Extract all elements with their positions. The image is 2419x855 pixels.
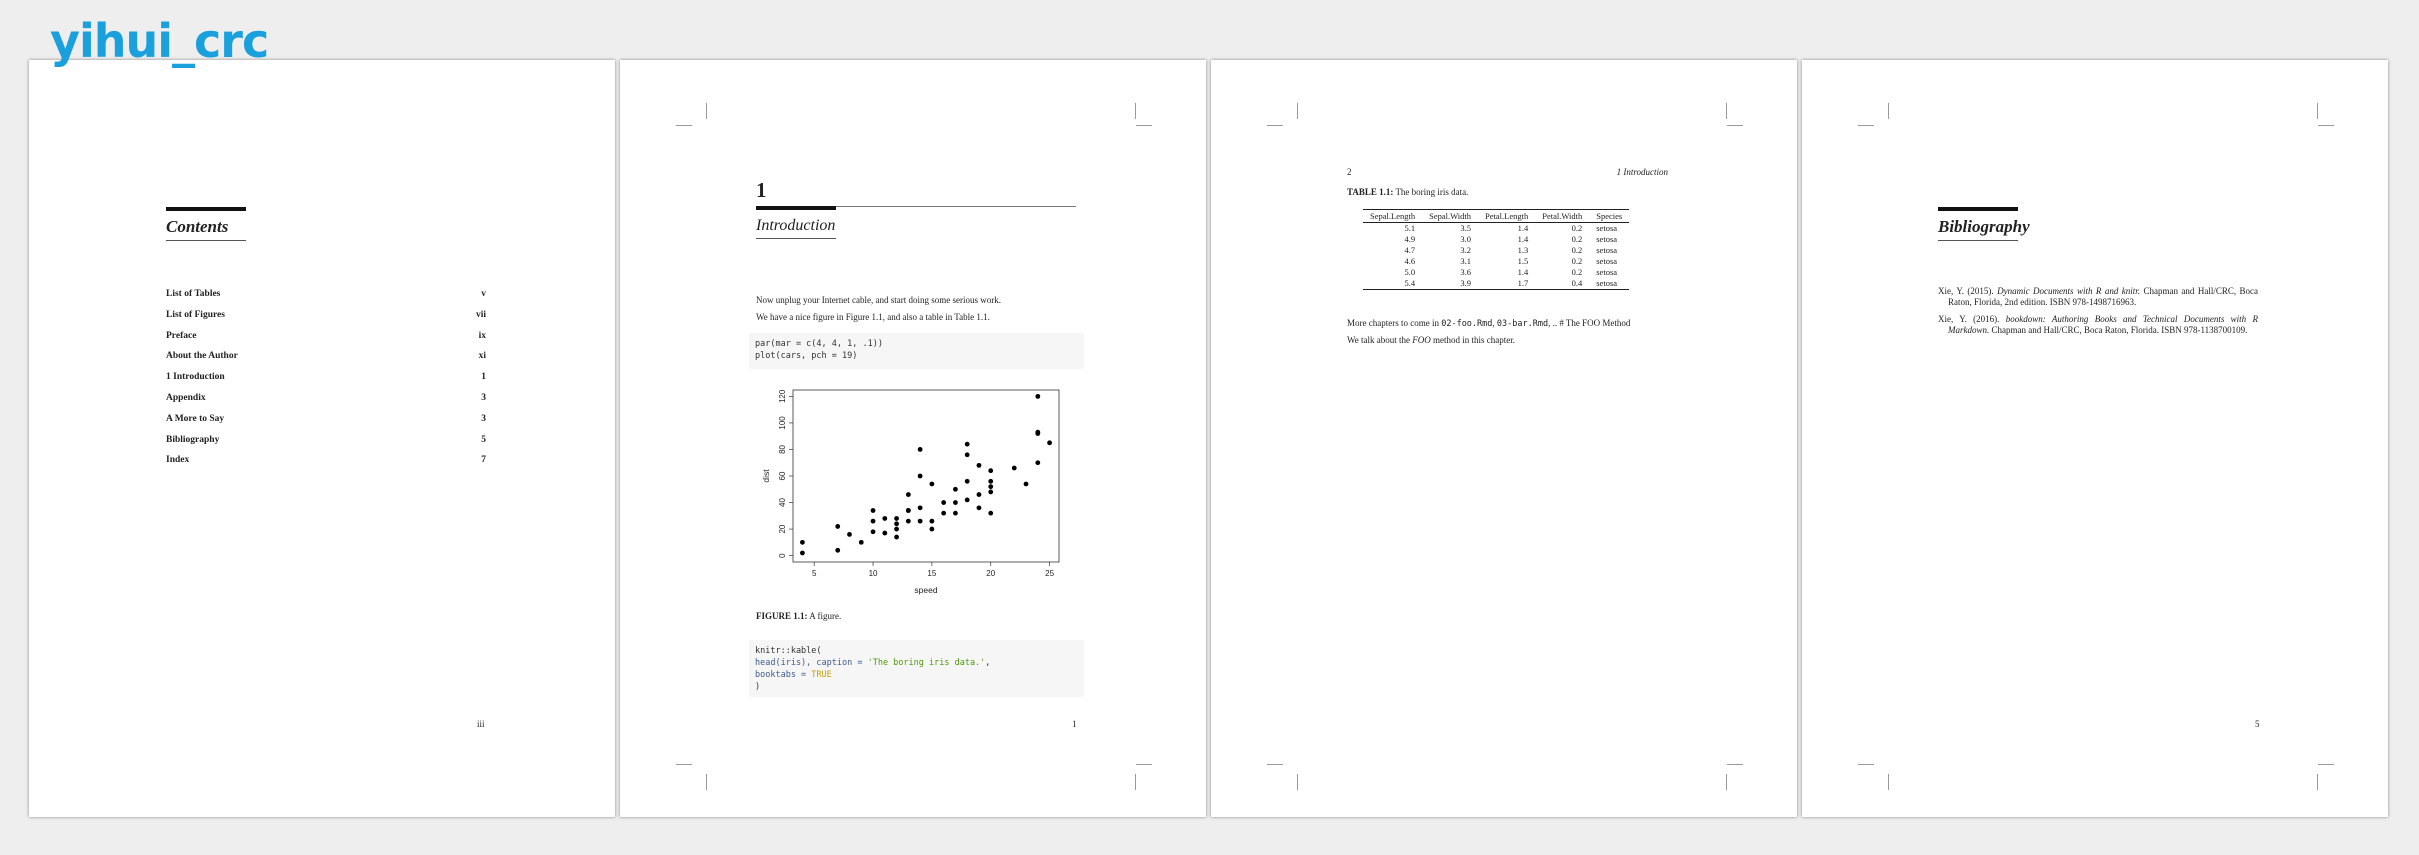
x-tick-label: 10	[868, 569, 878, 578]
y-tick-label: 40	[778, 498, 787, 507]
page-number: 2	[1347, 167, 1352, 177]
toc-entry[interactable]	[166, 289, 486, 299]
toc-entry-label: Bibliography	[166, 434, 220, 445]
table-cell: 0.2	[1571, 256, 1583, 266]
table-cell: 5.0	[1404, 267, 1416, 277]
y-axis-label: dist	[761, 469, 771, 483]
data-point	[918, 505, 923, 510]
toc-entry-page: vii	[475, 309, 486, 320]
plot-frame	[793, 390, 1059, 562]
data-point	[929, 482, 934, 487]
column-header: Species	[1589, 210, 1629, 223]
table-caption-text: The boring iris data.	[1395, 187, 1469, 197]
toc-entry[interactable]	[166, 372, 486, 382]
data-point	[859, 540, 864, 545]
page-contents	[29, 60, 615, 817]
chapter-title: Introduction	[756, 217, 836, 234]
y-tick-label: 0	[778, 553, 787, 558]
table-row	[1363, 278, 1629, 290]
page-number: 1	[1072, 719, 1077, 729]
table-row	[1363, 267, 1629, 278]
y-tick-label: 80	[778, 445, 787, 454]
toc-entry-page: 5	[481, 434, 486, 445]
toc-entry[interactable]	[166, 414, 486, 424]
data-point	[1024, 482, 1029, 487]
code-line: plot(cars, pch = 19)	[755, 351, 858, 361]
data-point	[1035, 394, 1040, 399]
y-tick-label: 20	[778, 524, 787, 534]
page-bibliography	[1802, 60, 2388, 817]
table-cell: 4.7	[1404, 245, 1416, 255]
data-point	[977, 492, 982, 497]
paragraph: We talk about the FOO method in this chapter.	[1347, 335, 1515, 345]
data-point	[906, 492, 911, 497]
heading-rule	[1938, 207, 2018, 211]
table-cell: setosa	[1596, 223, 1618, 233]
y-tick-label: 60	[778, 471, 787, 481]
table-label: TABLE 1.1:	[1347, 187, 1394, 197]
toc-entry-page: xi	[478, 351, 486, 362]
table-caption	[1347, 187, 1468, 197]
data-point	[965, 452, 970, 457]
data-point	[977, 463, 982, 468]
brand-watermark: yihui_crc	[50, 14, 269, 68]
toc-entry-label: Preface	[166, 330, 197, 341]
table-cell: setosa	[1596, 234, 1618, 244]
data-point	[894, 521, 899, 526]
x-tick-label: 20	[986, 569, 996, 578]
table-cell: 0.2	[1571, 234, 1583, 244]
table-cell: 3.9	[1422, 278, 1478, 290]
toc-entry-label: List of Tables	[166, 289, 221, 299]
table-cell: setosa	[1589, 278, 1629, 290]
table-cell: 3.5	[1460, 223, 1472, 233]
data-point	[894, 535, 899, 540]
toc-entry-label: List of Figures	[166, 309, 225, 320]
paragraph: Now unplug your Internet cable, and start doing some serious work.	[756, 295, 1001, 305]
x-tick-label: 5	[811, 569, 817, 578]
code-line: booktabs = TRUE	[755, 670, 832, 680]
data-point	[835, 548, 840, 553]
data-point	[977, 505, 982, 510]
table-cell: 1.4	[1517, 223, 1529, 233]
figure-label: FIGURE 1.1:	[756, 611, 808, 621]
x-axis-label: speed	[914, 585, 938, 595]
data-point	[988, 511, 993, 516]
data-point	[988, 479, 993, 484]
data-point	[894, 527, 899, 532]
toc-entry-label: 1 Introduction	[166, 372, 225, 383]
page-number: iii	[477, 719, 485, 729]
table-cell: 0.2	[1571, 245, 1583, 255]
title-underline	[1938, 240, 2018, 241]
table-row	[1363, 223, 1629, 235]
code-block-plot	[749, 333, 1084, 369]
page-chapter-1	[620, 60, 1206, 817]
data-point	[882, 516, 887, 521]
code-line: head(iris), caption = 'The boring iris data.',	[755, 658, 991, 668]
data-point	[965, 479, 970, 484]
y-tick-label: 120	[778, 389, 787, 404]
data-point	[835, 524, 840, 529]
table-row	[1363, 234, 1629, 245]
data-point	[800, 540, 805, 545]
figure-caption-text: A figure.	[809, 611, 842, 621]
data-point	[906, 519, 911, 524]
toc-entry-page: 7	[481, 455, 486, 466]
table-row	[1363, 256, 1629, 267]
data-point	[953, 511, 958, 516]
table-cell: 1.3	[1517, 245, 1529, 255]
data-point	[871, 529, 876, 534]
data-point	[941, 511, 946, 516]
table-cell: setosa	[1596, 245, 1618, 255]
toc-entry-label: Appendix	[166, 393, 206, 403]
page-table	[1211, 60, 1797, 817]
data-point	[871, 519, 876, 524]
chapter-rule-thick	[756, 206, 836, 210]
table-cell: 0.4	[1535, 278, 1589, 290]
table-cell: 3.0	[1460, 234, 1472, 244]
table-cell: 1.4	[1517, 267, 1529, 277]
table-cell: 1.7	[1478, 278, 1535, 290]
toc-entry[interactable]	[166, 393, 486, 403]
toc-entry-page: 1	[481, 372, 486, 383]
table-cell: 5.1	[1404, 223, 1416, 233]
code-line: )	[755, 682, 761, 692]
x-tick-label: 25	[1045, 569, 1055, 578]
toc-entry[interactable]	[166, 310, 486, 320]
toc-entry[interactable]	[166, 331, 486, 341]
data-point	[953, 487, 958, 492]
data-point	[988, 468, 993, 473]
table-cell: 3.2	[1460, 245, 1472, 255]
y-tick-label: 100	[778, 416, 787, 430]
data-point	[953, 500, 958, 505]
iris-table	[1363, 209, 1629, 290]
toc-entry-label: Index	[166, 455, 190, 466]
page-number: 5	[2255, 719, 2260, 729]
data-point	[1035, 460, 1040, 465]
toc-entry-label: A More to Say	[166, 413, 225, 424]
paragraph: More chapters to come in 02-foo.Rmd, 03-bar.Rmd, .. # The FOO Method	[1347, 318, 1631, 329]
toc-entry[interactable]	[166, 351, 486, 361]
data-point	[918, 447, 923, 452]
data-point	[906, 508, 911, 513]
data-point	[918, 519, 923, 524]
data-point	[894, 516, 899, 521]
table-cell: 3.6	[1460, 267, 1472, 277]
toc-entry-page: 3	[481, 393, 486, 403]
toc-entry[interactable]	[166, 435, 486, 445]
paragraph: We have a nice figure in Figure 1.1, and also a table in Table 1.1.	[756, 312, 990, 322]
reference-entry: Xie, Y. (2016). bookdown: Authoring Books and Technical Documents with R Markdown. Chapman and Hall/CRC, Boca Raton, Florida. ISBN 978-1138700109.	[1938, 314, 2259, 335]
table-cell: setosa	[1596, 267, 1618, 277]
chapter-number: 1	[756, 178, 767, 202]
table-cell: 1.4	[1517, 234, 1529, 244]
column-header: Petal.Length	[1478, 210, 1535, 223]
table-cell: 0.2	[1571, 223, 1583, 233]
data-point	[965, 497, 970, 502]
code-block-kable	[749, 640, 1084, 697]
data-point	[988, 490, 993, 495]
contents-title: Contents	[166, 217, 229, 236]
column-header: Petal.Width	[1535, 210, 1589, 223]
reference-list	[1938, 286, 2258, 342]
data-point	[929, 519, 934, 524]
data-point	[871, 508, 876, 513]
data-point	[941, 500, 946, 505]
table-cell: 1.5	[1517, 256, 1529, 266]
data-point	[1047, 440, 1052, 445]
data-point	[882, 531, 887, 536]
chapter-title-underline	[756, 238, 836, 239]
table-cell: 4.9	[1404, 234, 1416, 244]
title-underline	[166, 240, 246, 241]
toc-entry[interactable]	[166, 455, 486, 465]
x-tick-label: 15	[927, 569, 937, 578]
figure-caption	[756, 611, 841, 621]
code-line: par(mar = c(4, 4, 1, .1))	[755, 339, 883, 349]
data-point	[929, 527, 934, 532]
toc-entry-label: About the Author	[166, 351, 238, 362]
running-head: 1 Introduction	[1616, 167, 1668, 177]
data-point	[800, 551, 805, 556]
column-header: Sepal.Length	[1363, 210, 1422, 223]
data-point	[988, 484, 993, 489]
table-row	[1363, 245, 1629, 256]
data-point	[1012, 466, 1017, 471]
toc-entry-page: v	[481, 289, 486, 299]
data-point	[965, 442, 970, 447]
code-line: knitr::kable(	[755, 646, 822, 656]
toc-entry-page: 3	[481, 413, 486, 424]
data-point	[918, 474, 923, 479]
heading-rule	[166, 207, 246, 211]
table-cell: 4.6	[1404, 256, 1416, 266]
toc-entry-page: ix	[478, 330, 486, 341]
table-cell: 5.4	[1363, 278, 1422, 290]
cars-scatter-plot	[749, 380, 1079, 615]
table-cell: 0.2	[1571, 267, 1583, 277]
column-header: Sepal.Width	[1422, 210, 1478, 223]
bibliography-title: Bibliography	[1938, 217, 2030, 236]
reference-entry: Xie, Y. (2015). Dynamic Documents with R and knitr. Chapman and Hall/CRC, Boca Raton, Florida, 2nd edition. ISBN 978-1498716963.	[1938, 286, 2259, 307]
data-point	[847, 532, 852, 537]
data-point	[1035, 430, 1040, 435]
table-cell: setosa	[1596, 256, 1618, 266]
table-cell: 3.1	[1460, 256, 1472, 266]
